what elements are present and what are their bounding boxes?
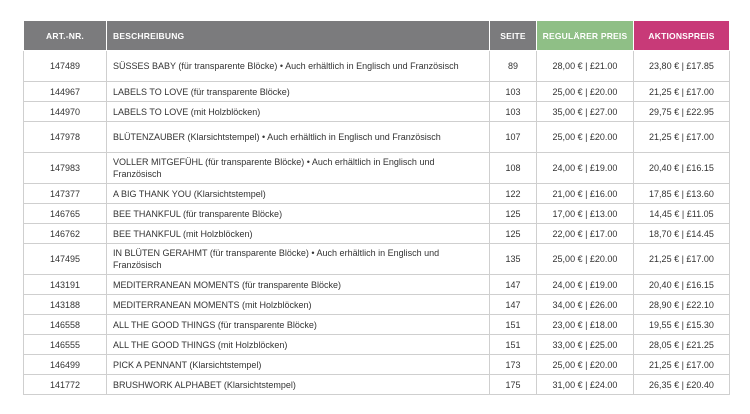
header-aktionspreis: AKTIONSPREIS xyxy=(634,21,730,51)
cell-beschreibung: IN BLÜTEN GERAHMT (für transparente Blöcke) • Auch erhältlich in Englisch und Französisch xyxy=(107,244,490,275)
cell-aktionspreis: 21,25 € | £17.00 xyxy=(634,355,730,375)
cell-beschreibung: LABELS TO LOVE (für transparente Blöcke) xyxy=(107,82,490,102)
cell-aktionspreis: 17,85 € | £13.60 xyxy=(634,184,730,204)
cell-beschreibung: VOLLER MITGEFÜHL (für transparente Blöcke) • Auch erhältlich in Englisch und Französisch xyxy=(107,153,490,184)
table-body xyxy=(24,51,730,395)
header-beschreibung: BESCHREIBUNG xyxy=(107,21,490,51)
cell-seite: 125 xyxy=(490,204,537,224)
cell-seite: 108 xyxy=(490,153,537,184)
cell-beschreibung: BEE THANKFUL (mit Holzblöcken) xyxy=(107,224,490,244)
cell-aktionspreis: 21,25 € | £17.00 xyxy=(634,244,730,275)
cell-regulaerer-preis: 35,00 € | £27.00 xyxy=(537,102,634,122)
cell-aktionspreis: 21,25 € | £17.00 xyxy=(634,122,730,153)
cell-art-nr: 147489 xyxy=(24,51,107,82)
cell-art-nr: 146765 xyxy=(24,204,107,224)
cell-art-nr: 146555 xyxy=(24,335,107,355)
table-row xyxy=(24,275,730,295)
cell-art-nr: 147495 xyxy=(24,244,107,275)
cell-regulaerer-preis: 25,00 € | £20.00 xyxy=(537,355,634,375)
cell-aktionspreis: 14,45 € | £11.05 xyxy=(634,204,730,224)
cell-regulaerer-preis: 17,00 € | £13.00 xyxy=(537,204,634,224)
cell-art-nr: 147978 xyxy=(24,122,107,153)
table-row xyxy=(24,244,730,275)
table-row xyxy=(24,355,730,375)
cell-art-nr: 143191 xyxy=(24,275,107,295)
cell-art-nr: 146558 xyxy=(24,315,107,335)
cell-seite: 103 xyxy=(490,102,537,122)
cell-regulaerer-preis: 25,00 € | £20.00 xyxy=(537,122,634,153)
table-header-row xyxy=(24,21,730,51)
table-row xyxy=(24,122,730,153)
cell-regulaerer-preis: 28,00 € | £21.00 xyxy=(537,51,634,82)
cell-art-nr: 141772 xyxy=(24,375,107,395)
cell-art-nr: 147377 xyxy=(24,184,107,204)
header-seite: SEITE xyxy=(490,21,537,51)
table-row xyxy=(24,315,730,335)
cell-regulaerer-preis: 33,00 € | £25.00 xyxy=(537,335,634,355)
cell-art-nr: 144967 xyxy=(24,82,107,102)
cell-seite: 125 xyxy=(490,224,537,244)
cell-beschreibung: MEDITERRANEAN MOMENTS (für transparente Blöcke) xyxy=(107,275,490,295)
cell-regulaerer-preis: 21,00 € | £16.00 xyxy=(537,184,634,204)
cell-aktionspreis: 28,90 € | £22.10 xyxy=(634,295,730,315)
cell-aktionspreis: 28,05 € | £21.25 xyxy=(634,335,730,355)
table-row xyxy=(24,82,730,102)
cell-regulaerer-preis: 24,00 € | £19.00 xyxy=(537,275,634,295)
cell-beschreibung: PICK A PENNANT (Klarsichtstempel) xyxy=(107,355,490,375)
cell-aktionspreis: 18,70 € | £14.45 xyxy=(634,224,730,244)
cell-seite: 107 xyxy=(490,122,537,153)
table-row xyxy=(24,153,730,184)
cell-seite: 173 xyxy=(490,355,537,375)
header-regulaerer-preis: REGULÄRER PREIS xyxy=(537,21,634,51)
cell-seite: 103 xyxy=(490,82,537,102)
cell-seite: 147 xyxy=(490,275,537,295)
cell-aktionspreis: 26,35 € | £20.40 xyxy=(634,375,730,395)
header-art-nr: ART.-NR. xyxy=(24,21,107,51)
cell-beschreibung: LABELS TO LOVE (mit Holzblöcken) xyxy=(107,102,490,122)
cell-art-nr: 143188 xyxy=(24,295,107,315)
cell-seite: 175 xyxy=(490,375,537,395)
table-row xyxy=(24,184,730,204)
cell-seite: 151 xyxy=(490,315,537,335)
cell-seite: 135 xyxy=(490,244,537,275)
cell-regulaerer-preis: 31,00 € | £24.00 xyxy=(537,375,634,395)
cell-beschreibung: BLÜTENZAUBER (Klarsichtstempel) • Auch erhältlich in Englisch und Französisch xyxy=(107,122,490,153)
table-row xyxy=(24,295,730,315)
cell-regulaerer-preis: 34,00 € | £26.00 xyxy=(537,295,634,315)
cell-beschreibung: BRUSHWORK ALPHABET (Klarsichtstempel) xyxy=(107,375,490,395)
table-row xyxy=(24,51,730,82)
cell-beschreibung: ALL THE GOOD THINGS (für transparente Blöcke) xyxy=(107,315,490,335)
cell-regulaerer-preis: 23,00 € | £18.00 xyxy=(537,315,634,335)
cell-aktionspreis: 29,75 € | £22.95 xyxy=(634,102,730,122)
cell-regulaerer-preis: 25,00 € | £20.00 xyxy=(537,244,634,275)
table-row xyxy=(24,335,730,355)
cell-seite: 147 xyxy=(490,295,537,315)
cell-beschreibung: BEE THANKFUL (für transparente Blöcke) xyxy=(107,204,490,224)
cell-seite: 151 xyxy=(490,335,537,355)
cell-beschreibung: A BIG THANK YOU (Klarsichtstempel) xyxy=(107,184,490,204)
cell-art-nr: 146762 xyxy=(24,224,107,244)
cell-regulaerer-preis: 24,00 € | £19.00 xyxy=(537,153,634,184)
cell-aktionspreis: 19,55 € | £15.30 xyxy=(634,315,730,335)
cell-seite: 89 xyxy=(490,51,537,82)
cell-art-nr: 146499 xyxy=(24,355,107,375)
table-row xyxy=(24,224,730,244)
cell-beschreibung: ALL THE GOOD THINGS (mit Holzblöcken) xyxy=(107,335,490,355)
table-row xyxy=(24,375,730,395)
cell-art-nr: 144970 xyxy=(24,102,107,122)
cell-seite: 122 xyxy=(490,184,537,204)
cell-aktionspreis: 20,40 € | £16.15 xyxy=(634,275,730,295)
cell-art-nr: 147983 xyxy=(24,153,107,184)
cell-regulaerer-preis: 25,00 € | £20.00 xyxy=(537,82,634,102)
table-row xyxy=(24,204,730,224)
table-row xyxy=(24,102,730,122)
cell-aktionspreis: 20,40 € | £16.15 xyxy=(634,153,730,184)
cell-aktionspreis: 21,25 € | £17.00 xyxy=(634,82,730,102)
cell-aktionspreis: 23,80 € | £17.85 xyxy=(634,51,730,82)
cell-beschreibung: SÜSSES BABY (für transparente Blöcke) • Auch erhältlich in Englisch und Französisch xyxy=(107,51,490,82)
price-table-container xyxy=(23,20,729,395)
cell-regulaerer-preis: 22,00 € | £17.00 xyxy=(537,224,634,244)
price-table xyxy=(23,20,730,395)
cell-beschreibung: MEDITERRANEAN MOMENTS (mit Holzblöcken) xyxy=(107,295,490,315)
